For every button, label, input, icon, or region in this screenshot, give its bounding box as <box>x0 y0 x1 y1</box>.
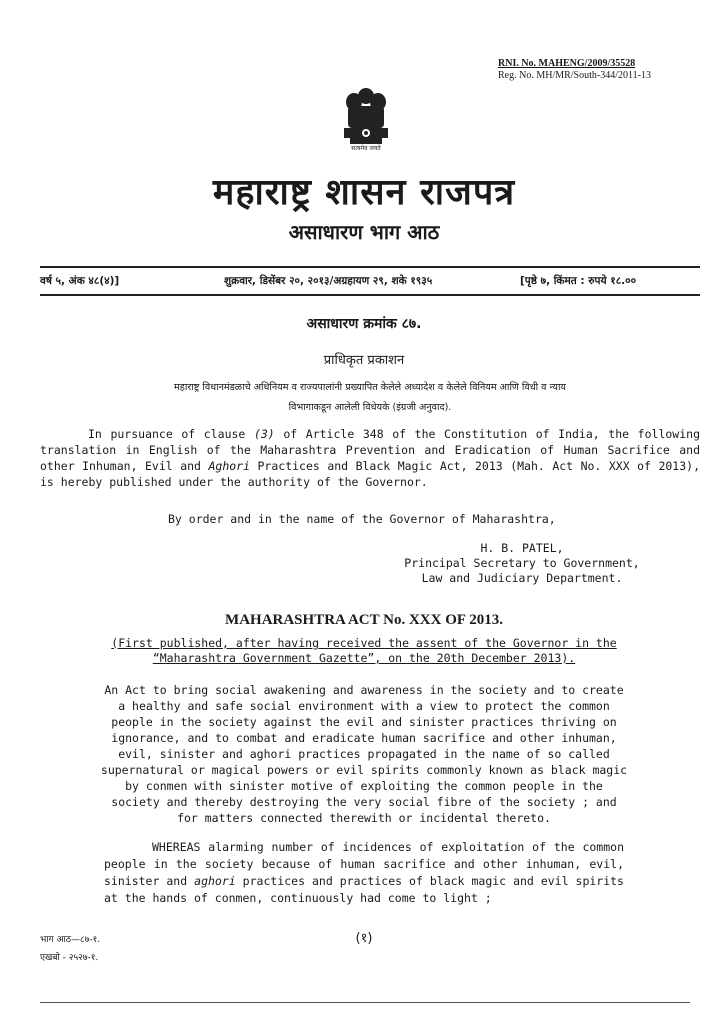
signatory-name: H. B. PATEL, <box>480 541 564 555</box>
volume-info: वर्ष ५, अंक ४८(४)] <box>40 275 120 287</box>
registration-numbers <box>498 58 651 82</box>
ashoka-emblem-icon <box>330 82 402 162</box>
marathi-desc-line2: विभागाकडून आलेली विधेयके (इंग्रजी अनुवाद). <box>288 402 452 413</box>
reg-number: Reg. No. MH/MR/South-344/2011-13 <box>498 70 651 81</box>
rni-number: RNI. No. MAHENG/2009/35528 <box>498 58 636 69</box>
first-published-line2: “Maharashtra Government Gazette”, on the 20th December 2013). <box>152 651 576 665</box>
whereas-paragraph <box>104 839 624 907</box>
intro-clause: (3) <box>253 427 275 441</box>
first-published-line1: (First published, after having received the assent of the Governor in the <box>111 636 617 650</box>
intro-aghori: Aghori <box>208 459 251 473</box>
footer-code-2: एखबो - २५२७-१. <box>40 953 99 963</box>
order-line: By order and in the name of the Governor of Maharashtra, <box>168 512 556 526</box>
intro-text-2: of Article 348 of the Constitution of India, the following translation in English of the Maharashtra Prevention and Eradication of Human Sacrifice and other Inhuman, Evil and <box>40 427 700 473</box>
gazette-title: महाराष्ट्र शासन राजपत्र <box>212 172 516 213</box>
header-rule-bottom <box>40 294 700 296</box>
intro-text-3: Practices and Black Magic Act, 2013 (Mah. Act No. XXX of 2013), is hereby published under the authority of the Governor. <box>40 459 701 489</box>
marathi-description <box>40 378 700 418</box>
pages-price: [पृष्ठे ७, किंमत : रुपये १८.०० <box>520 275 637 287</box>
page-number: (१) <box>355 931 373 946</box>
signatory-department: Law and Judiciary Department. <box>421 571 623 585</box>
intro-text-1: In pursuance of clause <box>88 427 254 441</box>
marathi-desc-line1: महाराष्ट्र विधानमंडळाचे अधिनियम व राज्यपालांनी प्रख्यापित केलेले अध्यादेश व केलेले विनियम आणि विधी व न्याय <box>174 382 566 393</box>
act-preamble: An Act to bring social awakening and awareness in the society and to create a healthy and safe social environment with a view to protect the common people in the society against the evil and sinister practices thriving on ignorance, and to combat and eradicate human sacrifice and other inhuman, evil, sinister and aghori practices propagated in the name of so called supernatural or magical powers or evil spirits commonly known as black magic by conmen with sinister motive of exploiting the common people in the society and thereby destroying the very social fibre of the society ; and for matters connected therewith or incidental thereto. <box>100 683 628 825</box>
extraordinary-number: असाधारण क्रमांक ८७. <box>306 316 422 332</box>
header-rule-top <box>40 266 700 268</box>
whereas-text-2: practices and practices of black magic and evil spirits at the hands of conmen, continuously had come to light ; <box>104 874 624 905</box>
gazette-subtitle: असाधारण भाग आठ <box>288 220 440 244</box>
issue-date: शुक्रवार, डिसेंबर २०, २०१३/अग्रहायण २९, शके १९३५ <box>224 275 433 287</box>
whereas-aghori: aghori <box>194 874 236 888</box>
first-published-note <box>0 636 728 666</box>
signatory-designation: Principal Secretary to Government, <box>404 556 640 570</box>
emblem-motto: सत्यमेव जयते <box>351 145 381 152</box>
whereas-text-1: WHEREAS alarming number of incidences of exploitation of the common people in the society because of human sacrifice and other inhuman, evil, sinister and <box>104 840 624 888</box>
act-title: MAHARASHTRA ACT No. XXX OF 2013. <box>225 612 503 628</box>
signatory-block <box>372 541 672 586</box>
footer-code-1: भाग आठ—८७-१. <box>40 935 101 945</box>
authoritative-publication: प्राधिकृत प्रकाशन <box>323 353 405 368</box>
bottom-rule <box>40 1002 690 1003</box>
intro-paragraph <box>40 426 700 490</box>
